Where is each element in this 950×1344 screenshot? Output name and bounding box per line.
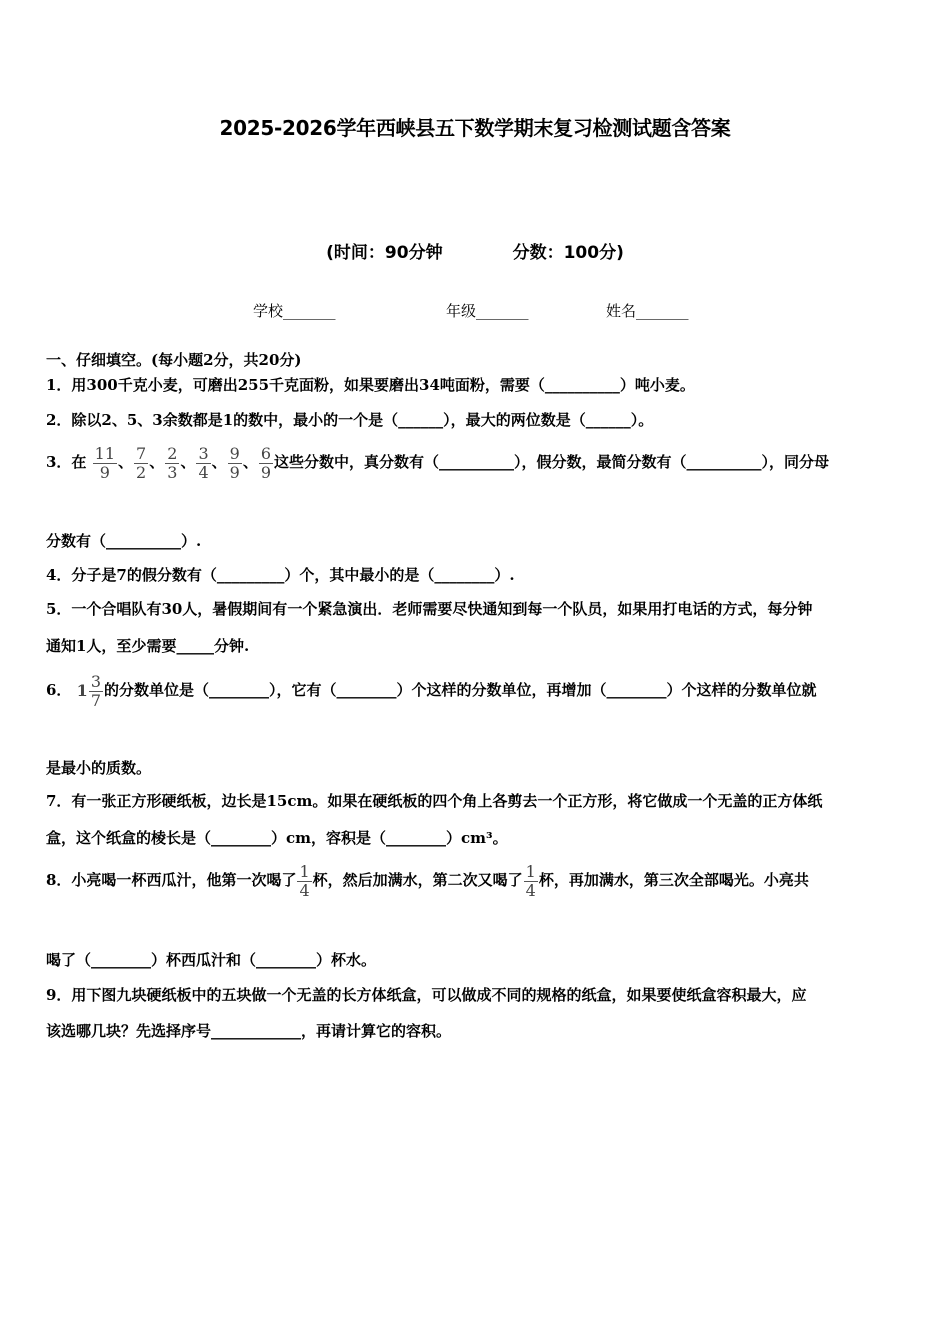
question-9-line2: 该选哪几块？先选择序号____________，再请计算它的容积。 <box>46 1022 452 1040</box>
time-label: (时间：90分钟 <box>326 243 443 263</box>
q8-part3: 杯，再加满水，第三次全部喝光。小亮共 <box>538 871 809 889</box>
question-9-line1: 9．用下图九块硬纸板中的五块做一个无盖的长方体纸盒，可以做成不同的规格的纸盒，如果要使纸盒容积最大，应 <box>46 986 807 1004</box>
exam-meta <box>0 238 950 263</box>
question-5-line2: 通知1人，至少需要_____分钟. <box>46 637 250 655</box>
question-4: 4．分子是7的假分数有（_________）个，其中最小的是（________）. <box>46 566 515 584</box>
question-5-line1: 5．一个合唱队有30人，暑假期间有一个紧急演出．老师需要尽快通知到每一个队员，如果用打电话的方式，每分钟 <box>46 600 813 618</box>
question-8-line2: 喝了（________）杯西瓜汁和（________）杯水。 <box>46 951 377 969</box>
q8-part2: 杯，然后加满水，第二次又喝了 <box>312 871 523 889</box>
question-6-line2: 是最小的质数。 <box>46 759 152 777</box>
q6-prefix: 6． <box>46 681 72 699</box>
score-label: 分数：100分) <box>512 243 624 263</box>
question-3: 3．在 $\frac{11}{9}$ 、 $\frac{7}{2}$ 、 $\frac{2}{3}$ 、 $\frac{3}{4}$ 、 $\frac{9}{9}$ 、 $\frac{6}{9}$ 这些分数中，真分数有（__________），假分数，最简分数有（__________），同分母 <box>46 443 830 482</box>
fraction: $\frac{9}{9}$ <box>229 443 240 482</box>
question-7-line2: 盒，这个纸盒的棱长是（________）cm，容积是（________）cm³。 <box>46 829 508 847</box>
q3-suffix: 这些分数中，真分数有（__________），假分数，最简分数有（__________），同分母 <box>274 453 830 471</box>
fraction: $\frac{3}{7}$ <box>90 671 101 710</box>
q3-prefix: 3．在 <box>46 453 87 471</box>
question-1: 1．用300千克小麦，可磨出255千克面粉，如果要磨出34吨面粉，需要（__________）吨小麦。 <box>46 376 695 394</box>
fraction: $\frac{2}{3}$ <box>167 443 178 482</box>
fraction: $\frac{3}{4}$ <box>198 443 209 482</box>
q8-part1: 8．小亮喝一杯西瓜汁，他第一次喝了 <box>46 871 297 889</box>
page-title: 2025-2026学年西峡县五下数学期末复习检测试题含答案 <box>219 116 731 140</box>
question-8 <box>46 862 809 900</box>
section-heading: 一、仔细填空。(每小题2分，共20分) <box>46 351 302 369</box>
fraction: $\frac{11}{9}$ <box>94 443 116 482</box>
question-6 <box>46 672 817 710</box>
fraction: $\frac{7}{2}$ <box>136 443 147 482</box>
fraction: $\frac{1}{4}$ <box>525 861 536 900</box>
school-field: 学校_______ <box>253 302 336 320</box>
fraction: $\frac{6}{9}$ <box>260 443 272 482</box>
question-7-line1: 7．有一张正方形硬纸板，边长是15cm。如果在硬纸板的四个角上各剪去一个正方形，将它做成一个无盖的正方体纸 <box>46 792 823 810</box>
question-3-line2: 分数有（__________）. <box>46 532 202 550</box>
grade-field: 年级_______ <box>446 302 529 320</box>
q6-suffix: 的分数单位是（________），它有（________）个这样的分数单位，再增加（________）个这样的分数单位就 <box>104 681 817 699</box>
name-field: 姓名_______ <box>606 302 689 320</box>
fraction: $\frac{1}{4}$ <box>299 861 310 900</box>
question-2: 2．除以2、5、3余数都是1的数中，最小的一个是（______），最大的两位数是（______）。 <box>46 411 654 429</box>
mixed-number-whole: 1 <box>76 681 88 700</box>
